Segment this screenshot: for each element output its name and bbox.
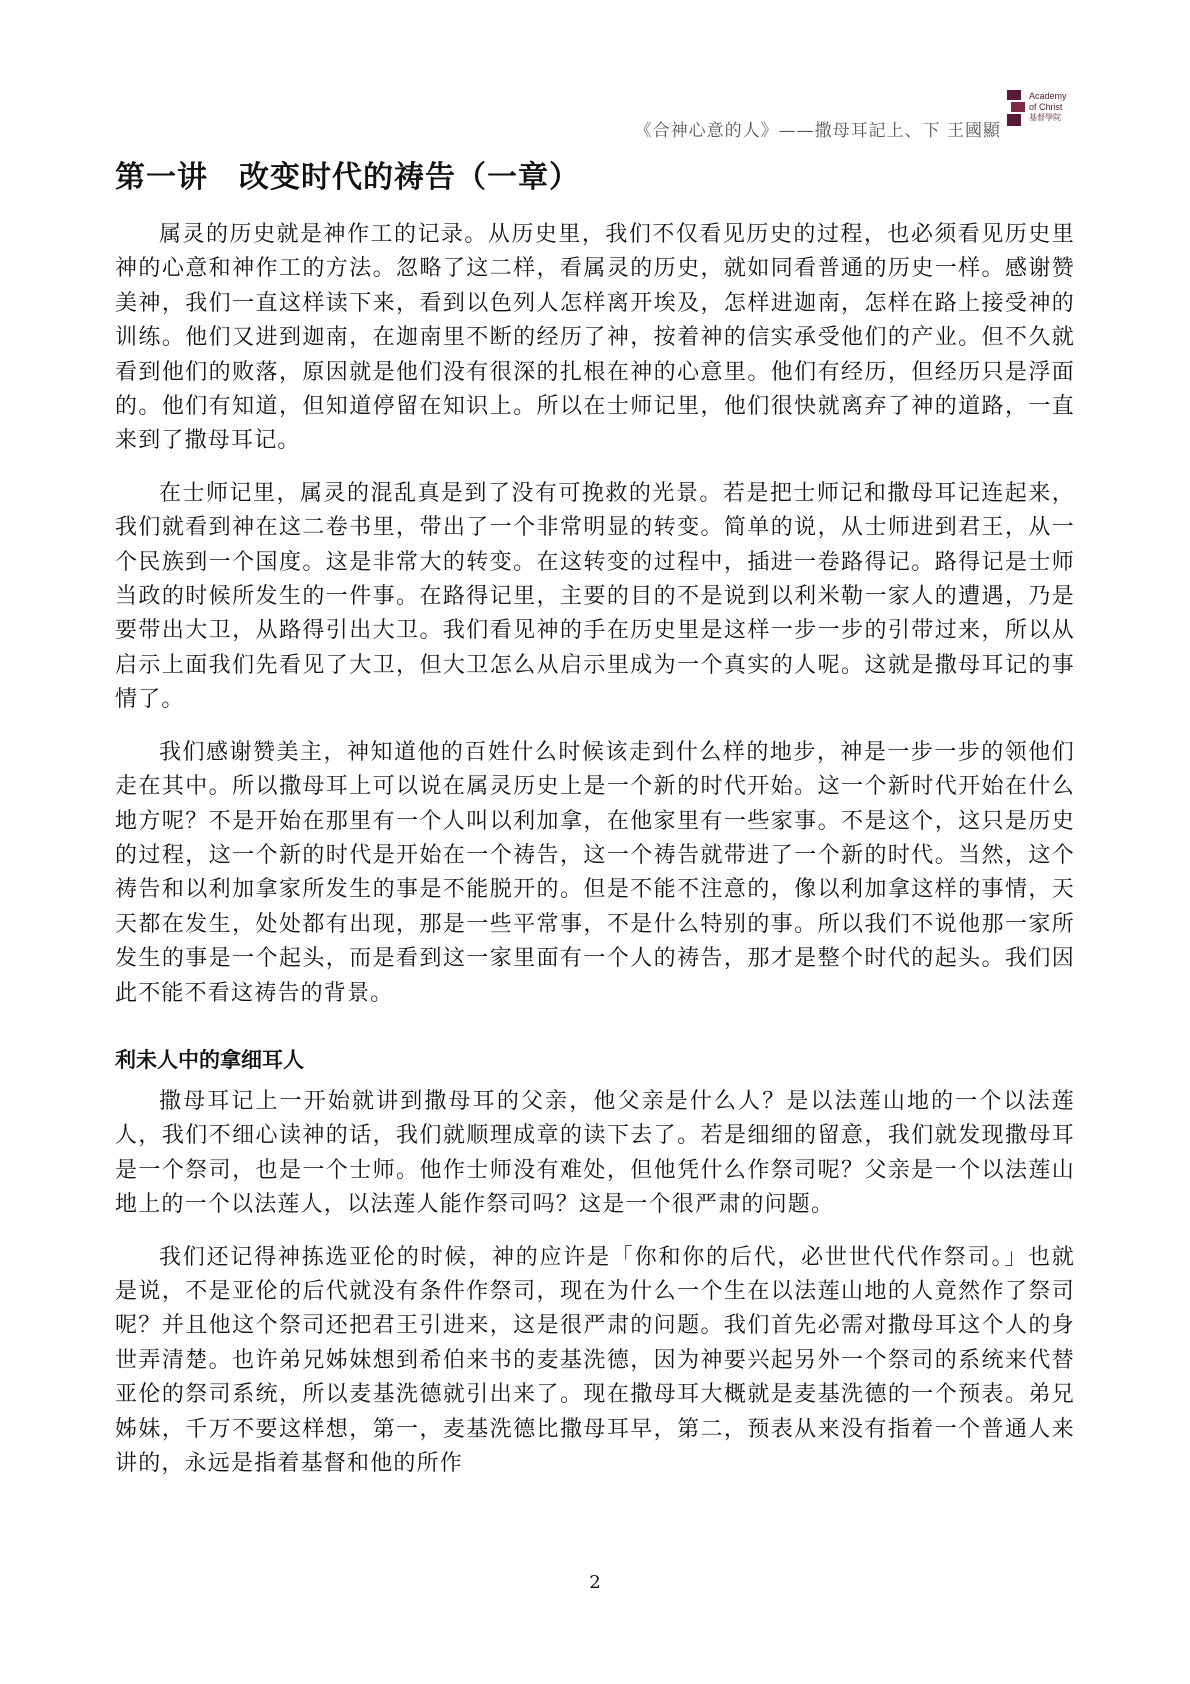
logo-text-line1: Academy: [1029, 91, 1067, 101]
paragraph: 属灵的历史就是神作工的记录。从历史里，我们不仅看见历史的过程，也必须看见历史里神的心意和神作工的方法。忽略了这二样，看属灵的历史，就如同看普通的历史一样。感谢赞美神，我们一直这样读下来，看到以色列人怎样离开埃及，怎样进迦南，怎样在路上接受神的训练。他们又进到迦南，在迦南里不断的经历了神，按着神的信实承受他们的产业。但不久就看到他们的败落，原因就是他们没有很深的扎根在神的心意里。他们有经历，但经历只是浮面的。他们有知道，但知道停留在知识上。所以在士师记里，他们很快就离弃了神的道路，一直来到了撒母耳记。: [115, 222, 1075, 454]
paragraph: 我们感谢赞美主，神知道他的百姓什么时候该走到什么样的地步，神是一步一步的领他们走在其中。所以撒母耳上可以说在属灵历史上是一个新的时代开始。这一个新时代开始在什么地方呢？不是开始在那里有一个人叫以利加拿，在他家里有一些家事。不是这个，这只是历史的过程，这一个新的时代是开始在一个祷告，这一个祷告就带进了一个新的时代。当然，这个祷告和以利加拿家所发生的事是不能脱开的。但是不能不注意的，像以利加拿这样的事情，天天都在发生，处处都有出现，那是一些平常事，不是什么特别的事。所以我们不说他那一家所发生的事是一个起头，而是看到这一家里面有一个人的祷告，那才是整个时代的起头。我们因此不能不看这祷告的背景。: [115, 739, 1075, 1006]
paragraph: 撒母耳记上一开始就讲到撒母耳的父亲，他父亲是什么人？是以法莲山地的一个以法莲人，我们不细心读神的话，我们就顺理成章的读下去了。若是细细的留意，我们就发现撒母耳是一个祭司，也是一个士师。他作士师没有难处，但他凭什么作祭司呢？父亲是一个以法莲山地上的一个以法莲人，以法莲人能作祭司吗？这是一个很严肃的问题。: [115, 1089, 1075, 1218]
running-title: 《合神心意的人》——撒母耳記上、下 王國顯: [634, 121, 1001, 141]
section-heading: 利未人中的拿细耳人: [115, 1047, 304, 1072]
page-header: [115, 84, 1075, 144]
paragraph: 我们还记得神拣选亚伦的时候，神的应许是「你和你的后代，必世世代代作祭司。」也就是说，不是亚伦的后代就没有条件作祭司，现在为什么一个生在以法莲山地的人竟然作了祭司呢？并且他这个祭司还把君王引进来，这是很严肃的问题。我们首先必需对撒母耳这个人的身世弄清楚。也许弟兄姊妹想到希伯来书的麦基洗德，因为神要兴起另外一个祭司的系统来代替亚伦的祭司系统，所以麦基洗德就引出来了。现在撒母耳大概就是麦基洗德的一个预表。弟兄姊妹，千万不要这样想，第一，麦基洗德比撒母耳早，第二，预表从来没有指着一个普通人来讲的，永远是指着基督和他的所作: [115, 1244, 1075, 1477]
logo-text-line2: of Christ: [1029, 102, 1063, 112]
logo-text-line3: 基督學院: [1029, 113, 1061, 122]
page-number: 2: [589, 1572, 601, 1593]
paragraph: 在士师记里，属灵的混乱真是到了没有可挽救的光景。若是把士师记和撒母耳记连起来，我们就看到神在这二卷书里，带出了一个非常明显的转变。简单的说，从士师进到君王，从一个民族到一个国度。这是非常大的转变。在这转变的过程中，插进一卷路得记。路得记是士师当政的时候所发生的一件事。在路得记里，主要的目的不是说到以利米勒一家人的遭遇，乃是要带出大卫，从路得引出大卫。我们看见神的手在历史里是这样一步一步的引带过来，所以从启示上面我们先看见了大卫，但大卫怎么从启示里成为一个真实的人呢。这就是撒母耳记的事情了。: [115, 480, 1075, 713]
section-nazirite: [115, 1085, 1075, 1499]
chapter-title: 第一讲 改变时代的祷告（一章）: [115, 160, 580, 195]
logo-mark-icon: [1005, 88, 1027, 128]
academy-of-christ-logo: [1005, 88, 1075, 134]
section-intro: [115, 218, 1075, 1029]
